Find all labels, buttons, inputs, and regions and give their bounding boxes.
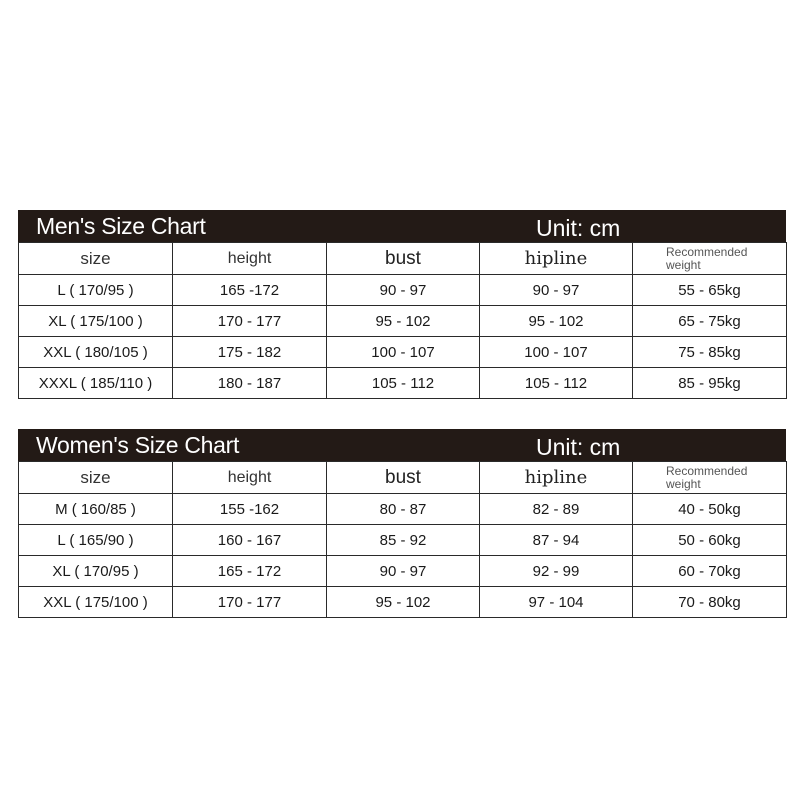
cell-size: XXL ( 180/105 )	[19, 337, 173, 368]
cell-size: XXXL ( 185/110 )	[19, 368, 173, 399]
cell-size: M ( 160/85 )	[19, 494, 173, 525]
table-header-row	[19, 243, 787, 275]
table-row	[19, 587, 787, 618]
cell-size: L ( 165/90 )	[19, 525, 173, 556]
cell-hipline: 82 - 89	[480, 494, 633, 525]
mens-chart-unit: Unit: cm	[536, 215, 621, 241]
table-row	[19, 306, 787, 337]
weight-header-line1: Recommended	[666, 244, 748, 259]
womens-size-chart	[18, 429, 786, 618]
column-header-height: height	[173, 462, 327, 494]
cell-bust: 100 - 107	[327, 337, 480, 368]
column-header-height: height	[173, 243, 327, 275]
column-header-weight	[633, 462, 787, 494]
cell-hipline: 105 - 112	[480, 368, 633, 399]
cell-weight: 65 - 75kg	[633, 306, 787, 337]
cell-hipline: 92 - 99	[480, 556, 633, 587]
cell-hipline: 97 - 104	[480, 587, 633, 618]
table-row	[19, 368, 787, 399]
cell-bust: 80 - 87	[327, 494, 480, 525]
cell-weight: 85 - 95kg	[633, 368, 787, 399]
mens-chart-title: Men's Size Chart	[36, 213, 206, 239]
mens-size-chart	[18, 210, 786, 399]
cell-height: 165 - 172	[173, 556, 327, 587]
cell-height: 165 -172	[173, 275, 327, 306]
cell-weight: 75 - 85kg	[633, 337, 787, 368]
weight-header-line1: Recommended	[666, 463, 748, 478]
cell-size: XXL ( 175/100 )	[19, 587, 173, 618]
cell-hipline: 90 - 97	[480, 275, 633, 306]
womens-chart-unit: Unit: cm	[536, 434, 621, 460]
cell-hipline: 95 - 102	[480, 306, 633, 337]
cell-height: 175 - 182	[173, 337, 327, 368]
cell-size: L ( 170/95 )	[19, 275, 173, 306]
column-header-size: size	[19, 243, 173, 275]
column-header-hipline: hipline	[480, 243, 633, 275]
table-row	[19, 275, 787, 306]
cell-height: 160 - 167	[173, 525, 327, 556]
cell-bust: 90 - 97	[327, 556, 480, 587]
cell-height: 170 - 177	[173, 587, 327, 618]
column-header-hipline: hipline	[480, 462, 633, 494]
table-row	[19, 556, 787, 587]
cell-weight: 55 - 65kg	[633, 275, 787, 306]
womens-size-table	[18, 461, 787, 618]
weight-header-line2: weight	[666, 257, 701, 272]
cell-hipline: 100 - 107	[480, 337, 633, 368]
cell-size: XL ( 175/100 )	[19, 306, 173, 337]
cell-hipline: 87 - 94	[480, 525, 633, 556]
womens-chart-header-bar	[18, 429, 786, 461]
cell-height: 180 - 187	[173, 368, 327, 399]
mens-size-table	[18, 242, 787, 399]
table-row	[19, 494, 787, 525]
table-row	[19, 525, 787, 556]
cell-bust: 90 - 97	[327, 275, 480, 306]
cell-weight: 70 - 80kg	[633, 587, 787, 618]
cell-height: 155 -162	[173, 494, 327, 525]
womens-chart-title: Women's Size Chart	[36, 432, 240, 458]
cell-weight: 40 - 50kg	[633, 494, 787, 525]
cell-weight: 50 - 60kg	[633, 525, 787, 556]
cell-weight: 60 - 70kg	[633, 556, 787, 587]
column-header-weight	[633, 243, 787, 275]
column-header-size: size	[19, 462, 173, 494]
table-header-row	[19, 462, 787, 494]
column-header-bust: bust	[327, 462, 480, 494]
cell-bust: 95 - 102	[327, 306, 480, 337]
cell-bust: 95 - 102	[327, 587, 480, 618]
cell-bust: 105 - 112	[327, 368, 480, 399]
cell-bust: 85 - 92	[327, 525, 480, 556]
cell-height: 170 - 177	[173, 306, 327, 337]
weight-header-line2: weight	[666, 476, 701, 491]
mens-chart-header-bar	[18, 210, 786, 242]
table-row	[19, 337, 787, 368]
column-header-bust: bust	[327, 243, 480, 275]
cell-size: XL ( 170/95 )	[19, 556, 173, 587]
